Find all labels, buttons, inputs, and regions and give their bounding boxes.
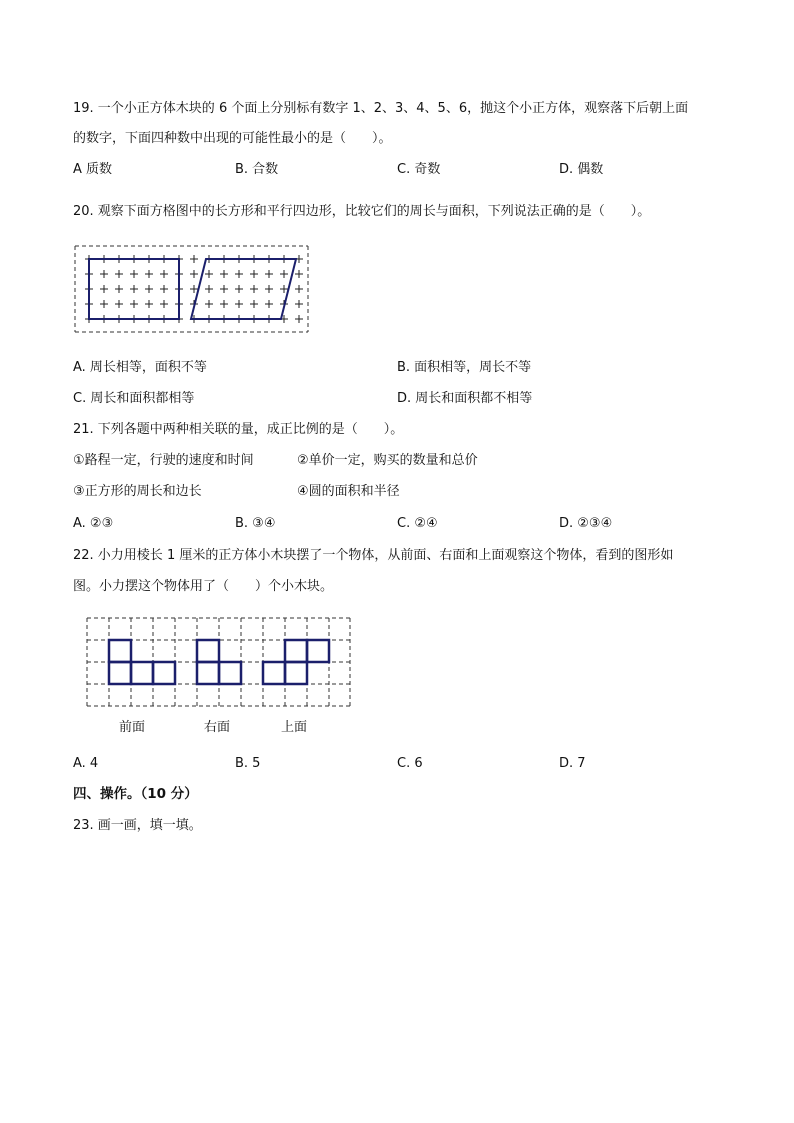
q22-option-b: B. 5 [235, 756, 261, 771]
q19-stem-line2: 的数字，下面四种数中出现的可能性最小的是（ ）。 [73, 131, 392, 146]
q20-stem: 20. 观察下面方格图中的长方形和平行四边形，比较它们的周长与面积，下列说法正确的是（ ）。 [73, 204, 651, 219]
q22-label-top: 上面 [281, 720, 308, 735]
q20-option-c: C. 周长和面积都相等 [73, 391, 195, 406]
q22-option-c: C. 6 [397, 756, 423, 771]
q21-item-4: ④圆的面积和半径 [297, 484, 400, 499]
q22-views-figure [86, 617, 352, 709]
q20-option-b: B. 面积相等，周长不等 [397, 360, 532, 375]
q20-option-d: D. 周长和面积都不相等 [397, 391, 533, 406]
q21-item-1: ①路程一定，行驶的速度和时间 [73, 453, 254, 468]
q21-item-2: ②单价一定，购买的数量和总价 [297, 453, 478, 468]
q22-top-view [263, 640, 329, 684]
q20-grid-figure [74, 245, 310, 335]
q22-stem-line1: 22. 小力用棱长 1 厘米的正方体小木块摆了一个物体，从前面、右面和上面观察这个物体，看到的图形如 [73, 548, 674, 563]
q22-stem-line2: 图。小力摆这个物体用了（ ）个小木块。 [73, 579, 334, 594]
q20-option-a: A. 周长相等，面积不等 [73, 360, 207, 375]
q21-item-3: ③正方形的周长和边长 [73, 484, 202, 499]
q22-option-a: A. 4 [73, 756, 99, 771]
q21-option-d: D. ②③④ [559, 516, 613, 531]
q19-option-b: B. 合数 [235, 162, 279, 177]
q21-option-c: C. ②④ [397, 516, 438, 531]
q19-stem-line1: 19. 一个小正方体木块的 6 个面上分别标有数字 1、2、3、4、5、6，抛这个小正方体，观察落下后朝上面 [73, 101, 689, 116]
q23-stem: 23. 画一画，填一填。 [73, 818, 202, 833]
q22-label-right: 右面 [204, 720, 231, 735]
q19-option-c: C. 奇数 [397, 162, 441, 177]
q22-label-front: 前面 [119, 720, 146, 735]
q19-option-a: A 质数 [73, 162, 113, 177]
q21-option-b: B. ③④ [235, 516, 276, 531]
q22-front-view [109, 640, 175, 684]
section-heading: 四、操作。（10 分） [73, 786, 198, 802]
q19-option-d: D. 偶数 [559, 162, 604, 177]
q21-stem: 21. 下列各题中两种相关联的量，成正比例的是（ ）。 [73, 422, 404, 437]
q22-option-d: D. 7 [559, 756, 586, 771]
q22-right-view [197, 640, 241, 684]
q21-option-a: A. ②③ [73, 516, 114, 531]
q20-plus-grid [85, 255, 303, 323]
